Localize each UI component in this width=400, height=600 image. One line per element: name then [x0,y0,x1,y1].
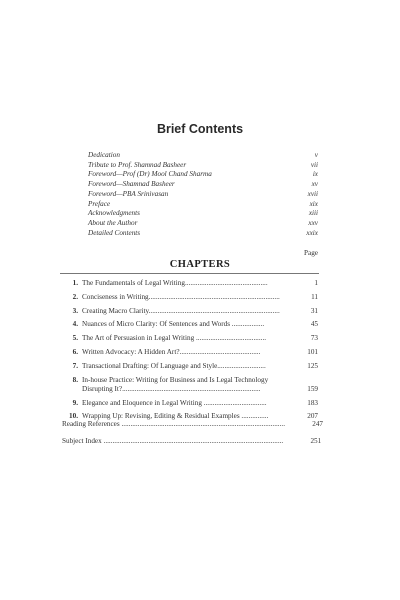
chapter-title: In-house Practice: Writing for Business and Is Legal Technology Disrupting It?............................................................................. [82,375,269,393]
chapter-page: 31 [310,306,318,315]
chapter-title: Creating Macro Clarity......................................................................... [82,306,280,315]
chapter-item[interactable] [62,334,318,343]
chapter-number: 2. [72,292,78,301]
front-matter-item [88,229,318,239]
chapter-page: 207 [307,412,318,421]
chapter-title: Wrapping Up: Revising, Editing & Residual Examples ............... [82,412,269,421]
chapter-title: Nuances of Micro Clarity: Of Sentences and Words .................. [82,320,265,329]
front-matter-label: Foreword—Prof (Dr) Mool Chand Sharma [88,170,212,179]
chapter-item[interactable] [62,320,318,329]
front-matter-label: Detailed Contents [88,228,141,237]
front-matter-label: Foreword—PBA Srinivasan [88,189,169,198]
chapter-title: Conciseness in Writing......................................................................... [82,292,280,301]
back-matter-label: Subject Index .................................................................................................... [62,436,284,445]
front-matter-label: Dedication [88,151,120,159]
chapter-number: 4. [72,320,78,329]
front-matter-item [88,219,318,229]
chapter-title: Written Advocacy: A Hidden Art?............................................. [82,347,261,356]
chapter-page: 101 [307,347,318,356]
front-matter-item [88,209,318,219]
front-matter-page: ix [312,170,318,179]
front-matter-label: Acknowledgments [88,209,140,218]
divider [60,273,319,274]
front-matter-item [88,190,318,200]
chapter-title: The Art of Persuasion in Legal Writing ....................................... [82,334,267,343]
front-matter-page: v [314,151,318,159]
chapters-heading: CHAPTERS [169,259,231,270]
page-column-label: Page [304,249,318,257]
chapter-number: 5. [72,334,78,343]
back-matter-item[interactable] [62,420,323,429]
front-matter-item [88,151,318,161]
back-matter-item[interactable] [62,436,322,446]
front-matter-item [88,180,318,190]
front-matter-label: About the Author [88,218,138,227]
chapter-title: Transactional Drafting: Of Language and Style........................... [82,361,266,370]
chapter-page: 1 [314,279,318,287]
chapter-page: 45 [310,320,318,329]
back-matter-label: Reading References ........................................................................................... [62,420,285,428]
chapter-item[interactable] [62,399,318,408]
front-matter-page: xiii [308,209,318,218]
chapter-number: 6. [72,347,78,356]
chapter-number: 7. [72,361,78,370]
front-matter-item [88,200,318,210]
front-matter-item [88,161,318,171]
back-matter-page: 247 [312,420,323,428]
front-matter-page: vii [310,160,318,169]
chapter-item[interactable] [62,307,318,316]
front-matter-label: Preface [88,199,111,208]
front-matter-label: Tribute to Prof. Shamnad Basheer [88,160,187,169]
chapter-page: 183 [307,398,318,407]
chapter-item[interactable] [62,293,318,302]
front-matter-page: xvii [307,189,318,198]
front-matter-item [88,170,318,180]
chapter-item[interactable] [62,376,318,394]
chapter-item[interactable] [62,348,318,357]
front-matter-page: xxv [308,218,318,227]
chapter-list [62,279,318,426]
chapter-number: 3. [72,306,78,315]
chapter-number: 9. [72,398,78,407]
chapter-page: 125 [307,361,318,370]
chapter-item[interactable] [62,279,318,288]
front-matter-label: Foreword—Shamnad Basheer [88,180,175,189]
chapter-page: 159 [307,384,318,393]
chapter-item[interactable] [62,362,318,371]
chapter-page: 11 [311,292,318,301]
front-matter-page: xix [309,199,318,208]
chapter-number: 1. [72,279,78,287]
chapter-title: Elegance and Eloquence in Legal Writing ................................... [82,398,267,407]
page-title: Brief Contents [156,122,244,136]
chapter-title: The Fundamentals of Legal Writing.............................................. [82,279,268,287]
chapter-number: 8. [72,375,78,384]
chapter-number: 10. [69,412,78,421]
back-matter-page: 251 [310,436,322,445]
back-matter-list [62,420,323,453]
chapter-page: 73 [310,334,318,343]
front-matter-page: xv [311,180,318,189]
front-matter-list [88,151,318,238]
front-matter-page: xxix [306,228,318,237]
